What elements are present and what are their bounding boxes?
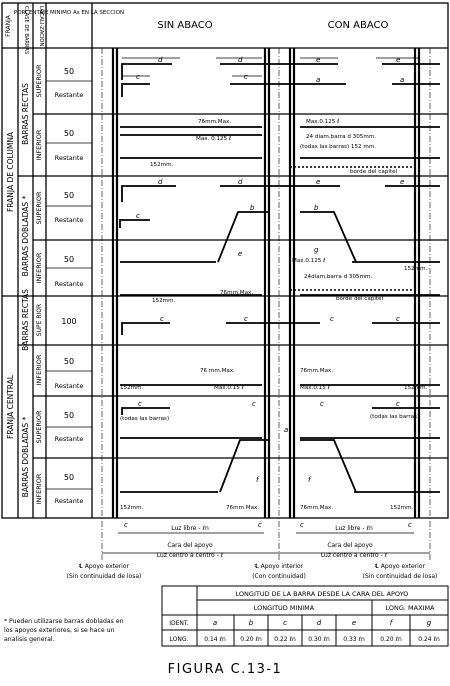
figure-caption: FIGURA C.13-1 (167, 662, 283, 677)
bar-label-c: c (258, 521, 262, 529)
loc-label: INFERIOR (35, 354, 43, 386)
clear-span-label: Luz libre - ℓn (335, 525, 373, 532)
max-length-header: LONG. MAXIMA (385, 604, 435, 612)
table-ident: f (389, 619, 393, 627)
table-ident: a (212, 619, 218, 627)
header-labels (5, 6, 388, 54)
dim-max-0125: Max.0.125 ℓ (306, 119, 340, 125)
table-length-value: 0.22 ℓn (274, 636, 296, 643)
pct-value: 50 (63, 129, 75, 138)
header-clase: CLASE DE BARRAS (23, 6, 29, 55)
dim-152mm: 152mm. (152, 298, 176, 304)
dim-76mm: 76mm.Max. (198, 119, 232, 125)
loc-label: INFERIOR (35, 473, 43, 505)
class-label: BARRAS RECTAS (21, 289, 30, 351)
long-row-label: LONG. (169, 636, 189, 643)
table-ident: g (426, 619, 432, 627)
row-labels (35, 64, 83, 505)
dim-24diam: 24diam.barra d 305mm. (304, 274, 373, 280)
table-length-value: 0.14 ℓn (204, 636, 226, 643)
rest-label: Restante (54, 497, 84, 505)
capitel-edge-label: borde del capitel (350, 169, 398, 175)
table-length-value: 0.24 ℓn (418, 636, 440, 643)
bar-label-c: c (396, 400, 400, 408)
loc-label: SUPERIOR (35, 191, 43, 225)
bar-label-c: c (320, 400, 324, 408)
bar-label-d: d (238, 178, 243, 186)
no-continuity-label: (Sin continuidad de losa) (362, 573, 438, 580)
bar-label-c: c (160, 315, 164, 323)
dim-76mm: 76mm.Max. (300, 505, 334, 511)
bar-label-d: d (238, 56, 243, 64)
rebar-lines (120, 64, 440, 492)
loc-label: SUPERIOR (35, 64, 43, 98)
rest-label: Restante (54, 216, 84, 224)
bar-label-c: c (244, 315, 248, 323)
table-ident: c (283, 619, 287, 627)
table-length-value: 0.20 ℓn (240, 636, 262, 643)
dim-152mm: 152mm. (120, 385, 144, 391)
rest-label: Restante (54, 154, 84, 162)
table-length-value: 0.20 ℓn (380, 636, 402, 643)
column-supports (113, 48, 419, 518)
bar-label-a: a (316, 76, 321, 84)
table-length-value: 0.33 ℓn (343, 636, 365, 643)
dim-24diam: 24 diam.barra d 305mm. (306, 134, 377, 140)
dim-max-0125: Max. 0.125 ℓ (196, 136, 232, 142)
dim-152mm: 152mm. (150, 162, 174, 168)
dim-152mm: 152mm. (390, 505, 414, 511)
table-ident: d (316, 619, 322, 627)
dim-76mm: 76mm.Max. (220, 290, 254, 296)
continuity-label: (Con continuidad) (252, 573, 306, 580)
exterior-support-label: ℄ Apoyo exterior (375, 563, 425, 570)
note-todas-barras: (todas las barras) (370, 414, 420, 420)
bar-label-d: d (158, 178, 163, 186)
bar-label-g: g (314, 246, 319, 254)
note-todas-barras: (todas las barras) (120, 416, 170, 422)
capitel-edge-label: borde del capitel (336, 296, 384, 302)
bar-label-a: a (284, 426, 289, 434)
bar-label-d: d (158, 56, 163, 64)
dimension-notes (120, 118, 428, 511)
header-con-abaco: CON ABACO (327, 20, 389, 31)
pct-value: 50 (63, 67, 75, 76)
strip-label-columna: FRANJA DE COLUMNA (6, 131, 15, 213)
dim-76mm: 76mm.Max. (226, 505, 260, 511)
loc-label: SUPERIOR (35, 410, 43, 444)
bar-label-c: c (252, 400, 256, 408)
bar-label-a: a (400, 76, 405, 84)
dim-todas-152: (todas las barras) 152 mm. (300, 144, 377, 150)
bar-label-e: e (316, 56, 321, 64)
table-length-value: 0.30 ℓn (308, 636, 330, 643)
table-ident: b (248, 619, 254, 627)
bar-label-b: b (250, 204, 255, 212)
min-length-header: LONGITUD MINIMA (253, 604, 315, 612)
loc-label: INFERIOR (35, 252, 43, 284)
bar-label-c: c (330, 315, 334, 323)
class-label: BARRAS RECTAS (21, 83, 30, 145)
length-table (162, 586, 448, 646)
pct-value: 50 (63, 191, 75, 200)
loc-label: INFERIOR (35, 129, 43, 161)
bar-label-f: f (256, 476, 259, 484)
interior-support-label: ℄ Apoyo interior (254, 563, 304, 570)
bar-label-f: f (308, 476, 311, 484)
dim-max-0125: Max.0.125 ℓ (292, 258, 326, 264)
center-span-label: Luz centro a centro - ℓ (156, 552, 224, 559)
bar-label-c: c (124, 521, 128, 529)
rest-label: Restante (54, 382, 84, 390)
pct-value: 100 (61, 317, 77, 326)
bar-label-c: c (136, 73, 140, 81)
ident-row-label: IDENT. (169, 620, 189, 627)
no-continuity-label: (Sin continuidad de losa) (66, 573, 142, 580)
bar-label-c: c (396, 315, 400, 323)
exterior-support-label: ℄ Apoyo exterior (79, 563, 129, 570)
pct-value: 50 (63, 473, 75, 482)
footnote: * Pueden utilizarse barras dobladas en los apoyos exteriores, si se hace un analisis general. (4, 618, 124, 643)
pct-value: 50 (63, 411, 75, 420)
support-face-label: Cara del apoyo (167, 542, 213, 549)
clear-span-label: Luz libre - ℓn (171, 525, 209, 532)
dim-152mm: 152mm. (404, 385, 428, 391)
center-span-label: Luz centro a centro - ℓ (320, 552, 388, 559)
class-label: BARRAS DOBLADAS * (21, 416, 30, 498)
header-franja: FRANJA (5, 15, 12, 37)
rest-label: Restante (54, 435, 84, 443)
bar-label-b: b (314, 204, 319, 212)
loc-label: SUPE RIOR (36, 303, 43, 337)
dim-max-015: Max.0.15 ℓ (300, 385, 330, 391)
table-ident: e (351, 619, 357, 627)
dim-max-015: Max.0.15 ℓ (214, 385, 244, 391)
dim-76mm: 76mm.Max. (300, 368, 334, 374)
header-sin-abaco: SIN ABACO (157, 20, 213, 31)
bar-label-e: e (238, 250, 243, 258)
pct-value: 50 (63, 255, 75, 264)
length-table-title: LONGITUD DE LA BARRA DESDE LA CARA DEL APOYO (235, 590, 409, 598)
header-porcentaje: PORCENTAJE MINIMO As EN LA SECCION (13, 10, 125, 16)
bar-label-e: e (400, 178, 405, 186)
bar-label-c: c (136, 212, 140, 220)
rest-label: Restante (54, 280, 84, 288)
bar-label-c: c (300, 521, 304, 529)
rest-label: Restante (54, 91, 84, 99)
strip-label-central: FRANJA CENTRAL (6, 375, 15, 439)
bar-label-c: c (244, 73, 248, 81)
bar-label-e: e (316, 178, 321, 186)
header-localizacion: LOCALI-ZACION (38, 6, 44, 47)
bar-label-c: c (138, 400, 142, 408)
pct-value: 50 (63, 357, 75, 366)
support-face-label: Cara del apoyo (327, 542, 373, 549)
dim-152mm: 152mm. (404, 266, 428, 272)
bar-label-c: c (408, 521, 412, 529)
dim-152mm: 152mm. (120, 505, 144, 511)
class-label: BARRAS DOBLADAS * (21, 195, 30, 277)
dim-76mm: 76 mm.Max. (200, 368, 235, 374)
bar-label-e: e (396, 56, 401, 64)
